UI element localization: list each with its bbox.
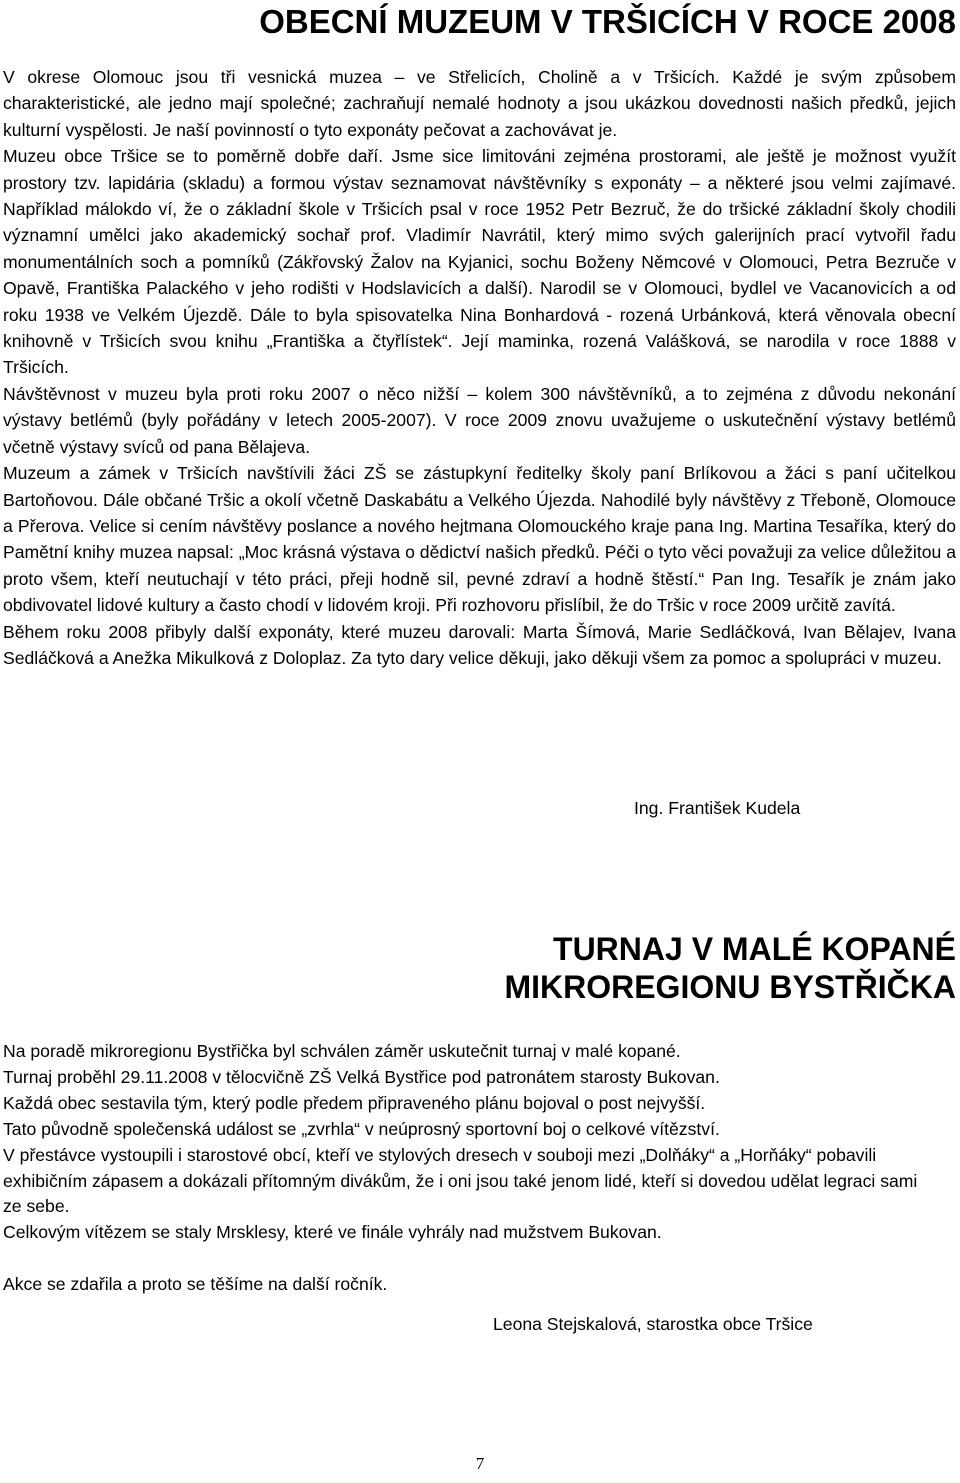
article2-title-line-1: TURNAJ V MALÉ KOPANÉ bbox=[553, 931, 956, 967]
article2-paragraph-5: V přestávce vystoupili i starostové obcí, kteří ve stylových dresech v souboji mezi „Dolňáky“ a „Horňáky“ pobavili exhibičním zápasem a dokázali přítomným divákům, že i oni jsou také jenom lidé, kteří si dovedou udělat legraci sami ze sebe. bbox=[3, 1144, 918, 1217]
article2-paragraph-4: Tato původně společenská událost se „zvrhla“ v neúprosný sportovní boj o celkové vítězství. bbox=[3, 1118, 720, 1139]
article2-paragraph-6: Celkovým vítězem se staly Mrsklesy, které ve finále vyhrály nad mužstvem Bukovan. bbox=[3, 1222, 662, 1243]
article1-signature: Ing. František Kudela bbox=[634, 798, 801, 818]
article1-title: OBECNÍ MUZEUM V TRŠICÍCH V ROCE 2008 bbox=[259, 3, 956, 40]
page-number: 7 bbox=[475, 1454, 485, 1473]
article1-paragraph-2: Muzeu obce Tršice se to poměrně dobře daří. Jsme sice limitováni zejména prostorami, ale ještě je možnost využít prostory tzv. lapidária (skladu) a formou výstav seznamovat návštěvníky s exponáty – a některé jsou velmi zajímavé. Například málokdo ví, že o základní škole v Tršicích psal v roce 1952 Petr Bezruč, že do tršické základní školy chodili významní umělci jako akademický sochař prof. Vladimír Navrátil, který mimo svých galerijních prací vytvořil řadu monumentálních soch a pomníků (Zákřovský Žalov na Kyjanici, sochu Boženy Němcové v Olomouci, Petra Bezruče v Opavě, Františka Palackého v jeho rodišti v Hodslavicích a další). Narodil se v Olomouci, bydlel ve Vacanovicích a od roku 1938 ve Velkém Újezdě. Dále to byla spisovatelka Nina Bonhardová - rozená Urbánková, která věnovala obecní knihovně v Tršicích svou knihu „Františka a čtyřlístek“. Její maminka, rozená Valášková, se narodila v roce 1888 v Tršicích. bbox=[3, 146, 956, 378]
article1-paragraph-3: Návštěvnost v muzeu byla proti roku 2007 o něco nižší – kolem 300 návštěvníků, a to zejména z důvodu nekonání výstavy betlémů (byly pořádány v letech 2005-2007). V roce 2009 znovu uvažujeme o uskutečnění výstavy betlémů včetně výstavy svíců od pana Bělajeva. bbox=[3, 383, 956, 457]
article2-paragraph-2: Turnaj proběhl 29.11.2008 v tělocvičně ZŠ Velká Bystřice pod patronátem starosty Bukovan. bbox=[3, 1066, 720, 1087]
article2-title-line-2: MIKROREGIONU BYSTŘIČKA bbox=[504, 969, 956, 1005]
article1-body bbox=[3, 64, 956, 671]
article1-paragraph-4: Muzeum a zámek v Tršicích navštívili žáci ZŠ se zástupkyní ředitelky školy paní Brlíkovou a žáci s paní učitelkou Bartoňovou. Dále občané Tršic a okolí včetně Daskabátu a Velkého Újezda. Nahodilé byly návštěvy z Třeboně, Olomouce a Přerova. Velice si cením návštěvy poslance a nového hejtmana Olomouckého kraje pana Ing. Martina Tesaříka, který do Pamětní knihy muzea napsal: „Moc krásná výstava o dědictví našich předků. Péči o tyto věci považuji za velice důležitou a proto všem, kteří neutuchají v této práci, přeji hodně sil, pevné zdraví a hodně štěstí.“ Pan Ing. Tesařík je znám jako obdivovatel lidové kultury a často chodí v lidovém kroji. Při rozhovoru přislíbil, že do Tršic v roce 2009 určitě zavítá. bbox=[3, 463, 956, 616]
article2-closing: Akce se zdařila a proto se těšíme na další ročník. bbox=[3, 1274, 388, 1295]
article2-title bbox=[504, 930, 956, 1006]
article2-signature: Leona Stejskalová, starostka obce Tršice bbox=[493, 1314, 813, 1334]
article2-body bbox=[3, 1039, 933, 1298]
article2-paragraph-1: Na poradě mikroregionu Bystřička byl schválen záměr uskutečnit turnaj v malé kopané. bbox=[3, 1041, 681, 1061]
article2-paragraph-3: Každá obec sestavila tým, který podle předem připraveného plánu bojoval o post nejvyšší. bbox=[3, 1092, 706, 1113]
article1-paragraph-5: Během roku 2008 přibyly další exponáty, které muzeu darovali: Marta Šímová, Marie Sedláčková, Ivan Bělajev, Ivana Sedláčková a Anežka Mikulková z Doloplaz. Za tyto dary velice děkuji, jako děkuji všem za pomoc a spolupráci v muzeu. bbox=[3, 621, 956, 668]
article1-paragraph-1: V okrese Olomouc jsou tři vesnická muzea – ve Střelicích, Cholině a v Tršicích. Každé je svým způsobem charakteristické, ale jedno mají společné; zachraňují nemalé hodnoty a jsou ukázkou dovednosti našich předků, jejich kulturní vyspělosti. Je naší povinností o tyto exponáty pečovat a zachovávat je. bbox=[3, 67, 956, 140]
